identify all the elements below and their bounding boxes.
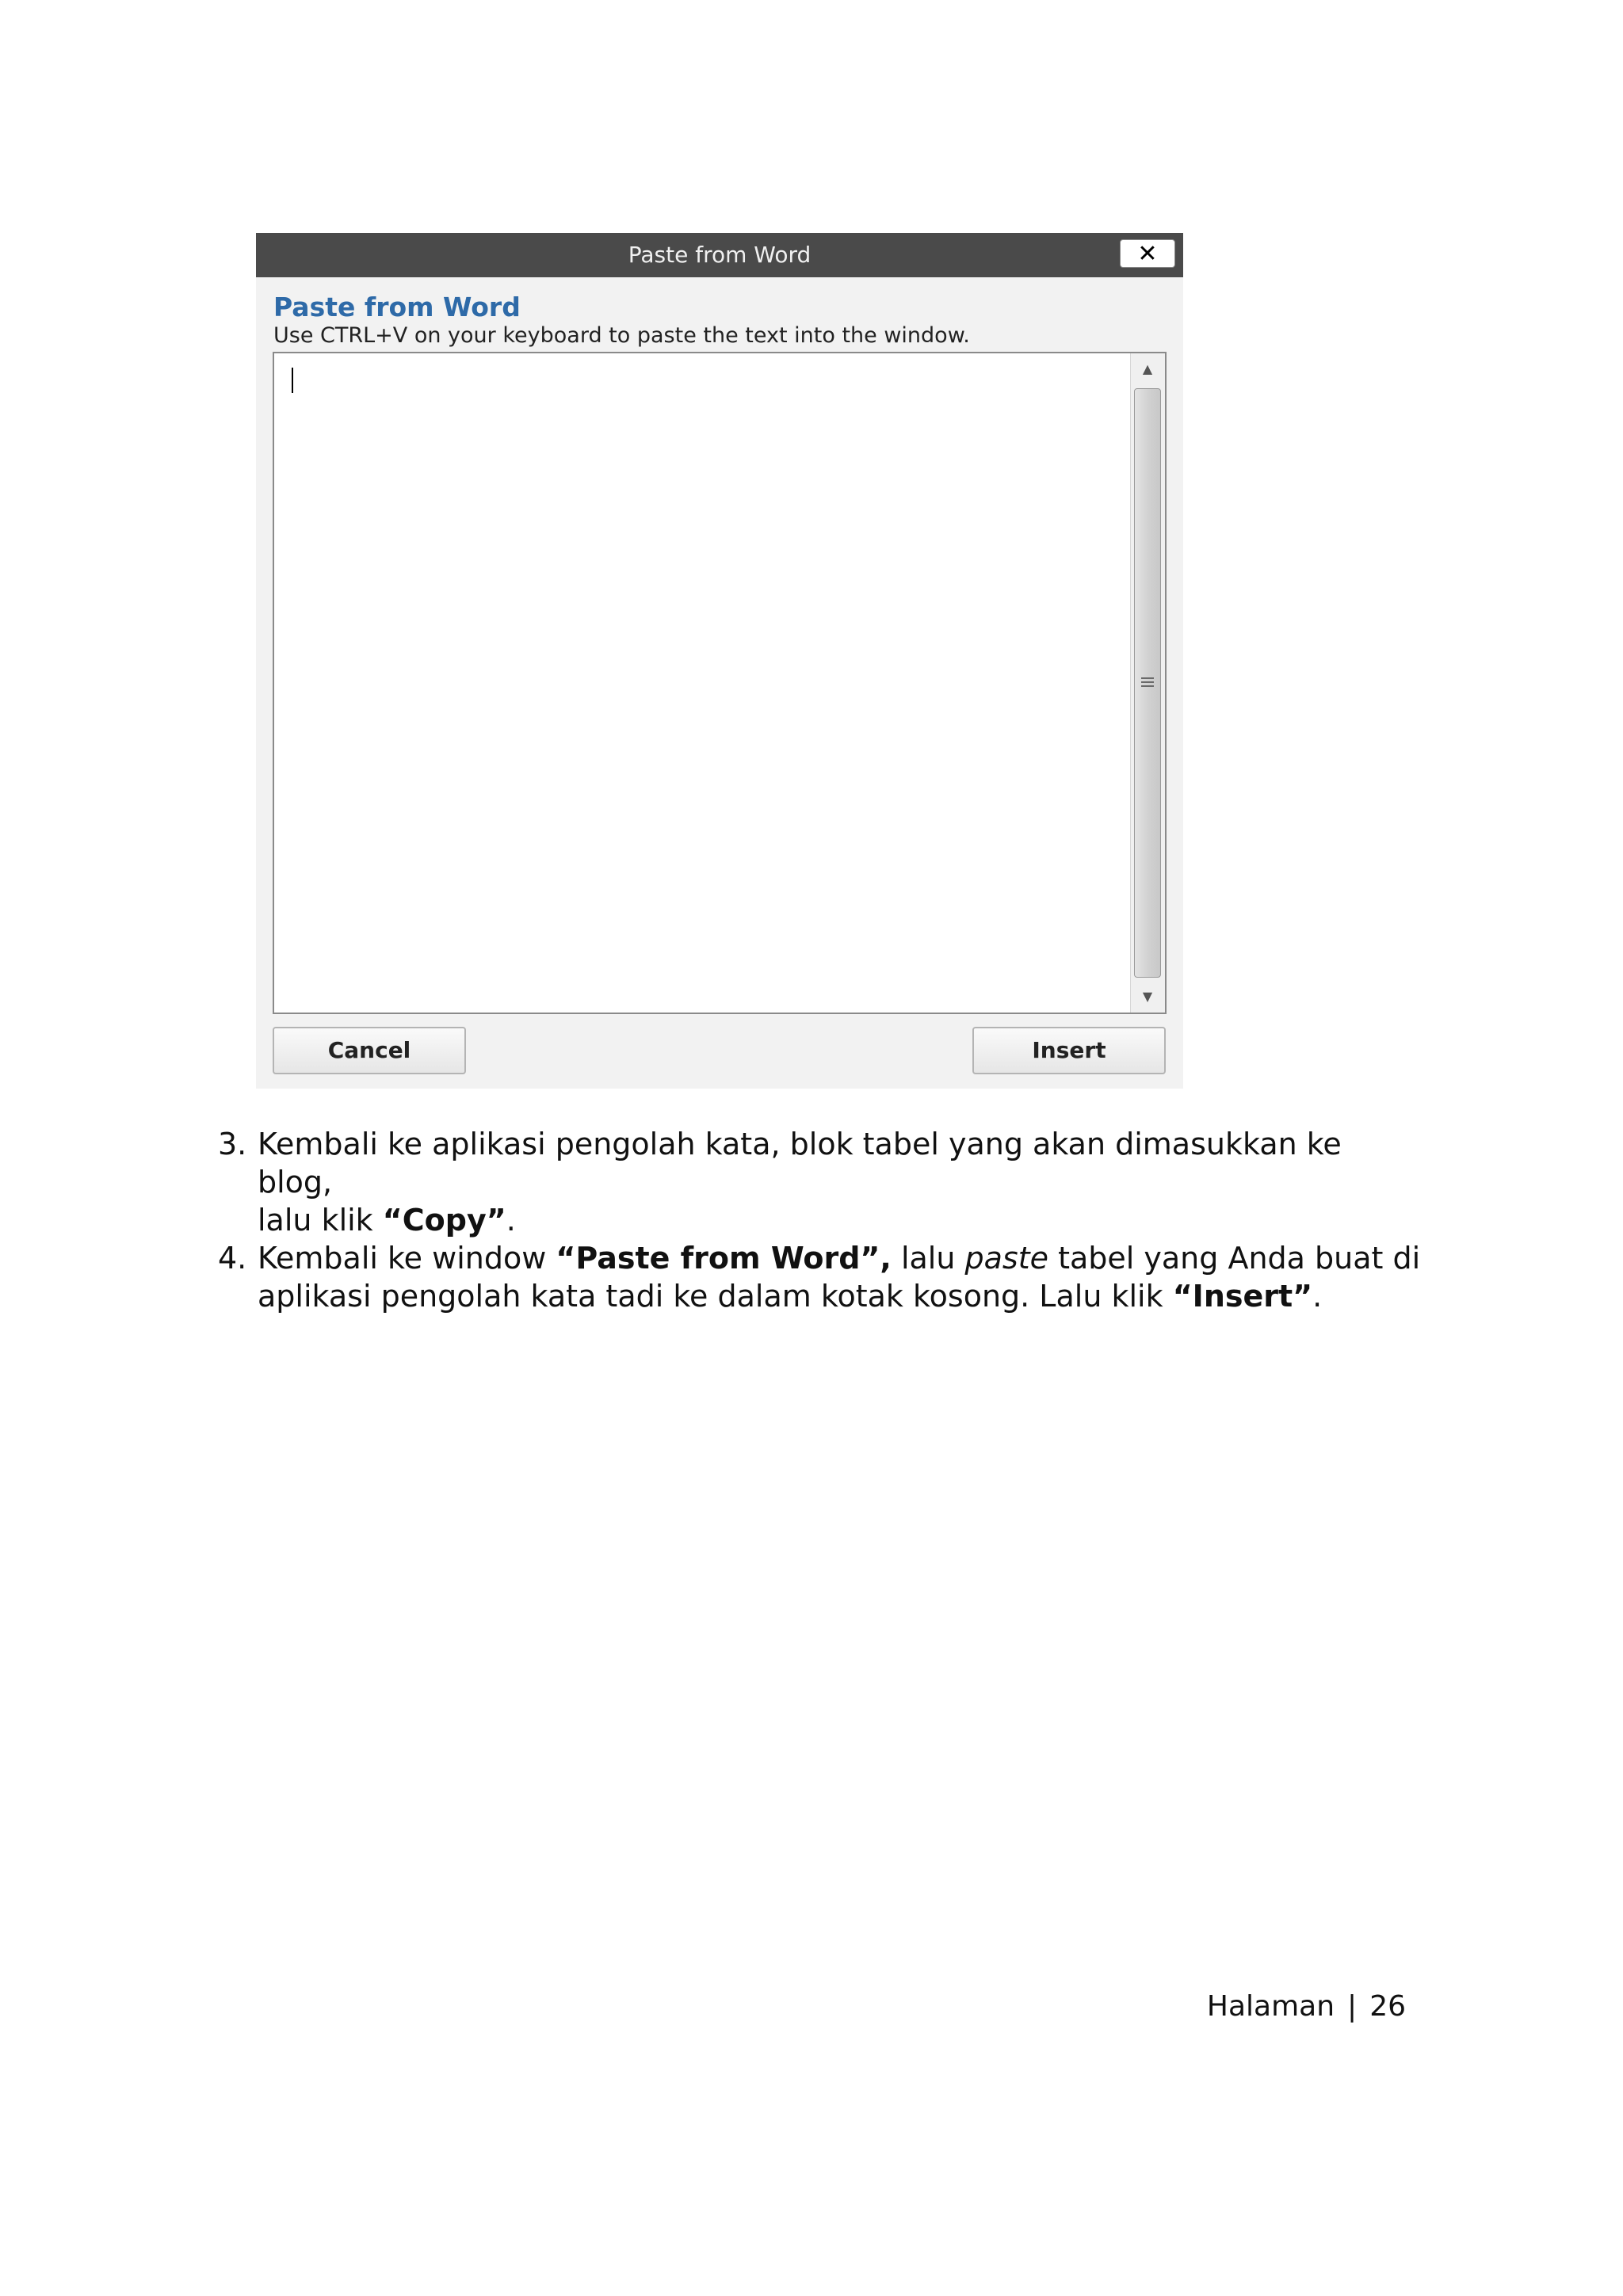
- scroll-thumb[interactable]: [1134, 388, 1161, 978]
- grip-icon: [1141, 677, 1154, 688]
- paste-textarea[interactable]: [273, 352, 1167, 1014]
- step-line: lalu klik “Copy”.: [258, 1203, 516, 1238]
- step-line: Kembali ke aplikasi pengolah kata, blok tabel yang akan dimasukkan ke blog,: [258, 1127, 1342, 1199]
- step-line: aplikasi pengolah kata tadi ke dalam kotak kosong. Lalu klik “Insert”.: [258, 1279, 1323, 1314]
- page-footer: [1207, 1990, 1406, 2023]
- page-number: 26: [1369, 1990, 1406, 2023]
- scroll-up-icon[interactable]: ▲: [1142, 361, 1153, 376]
- dialog-heading: Paste from Word: [273, 292, 521, 322]
- step-number: 4.: [218, 1241, 247, 1276]
- step-line: Kembali ke window “Paste from Word”, lalu paste tabel yang Anda buat di: [258, 1241, 1421, 1276]
- paste-from-word-dialog: [256, 233, 1183, 1089]
- footer-label: Halaman: [1206, 1990, 1335, 2023]
- dialog-title: Paste from Word: [628, 242, 812, 268]
- dialog-instruction: Use CTRL+V on your keyboard to paste the text into the window.: [273, 323, 970, 348]
- instruction-list: [218, 1125, 1423, 1315]
- footer-separator: |: [1347, 1990, 1358, 2023]
- insert-button[interactable]: Insert: [972, 1027, 1166, 1074]
- cancel-button[interactable]: Cancel: [273, 1027, 466, 1074]
- step-number: 3.: [218, 1127, 247, 1161]
- scroll-down-icon[interactable]: ▼: [1142, 989, 1153, 1004]
- text-caret: [292, 368, 293, 393]
- vertical-scrollbar[interactable]: [1130, 353, 1165, 1013]
- close-icon[interactable]: ✕: [1120, 239, 1175, 268]
- dialog-titlebar: [256, 233, 1183, 277]
- list-item: [218, 1125, 1423, 1239]
- list-item: [218, 1239, 1423, 1315]
